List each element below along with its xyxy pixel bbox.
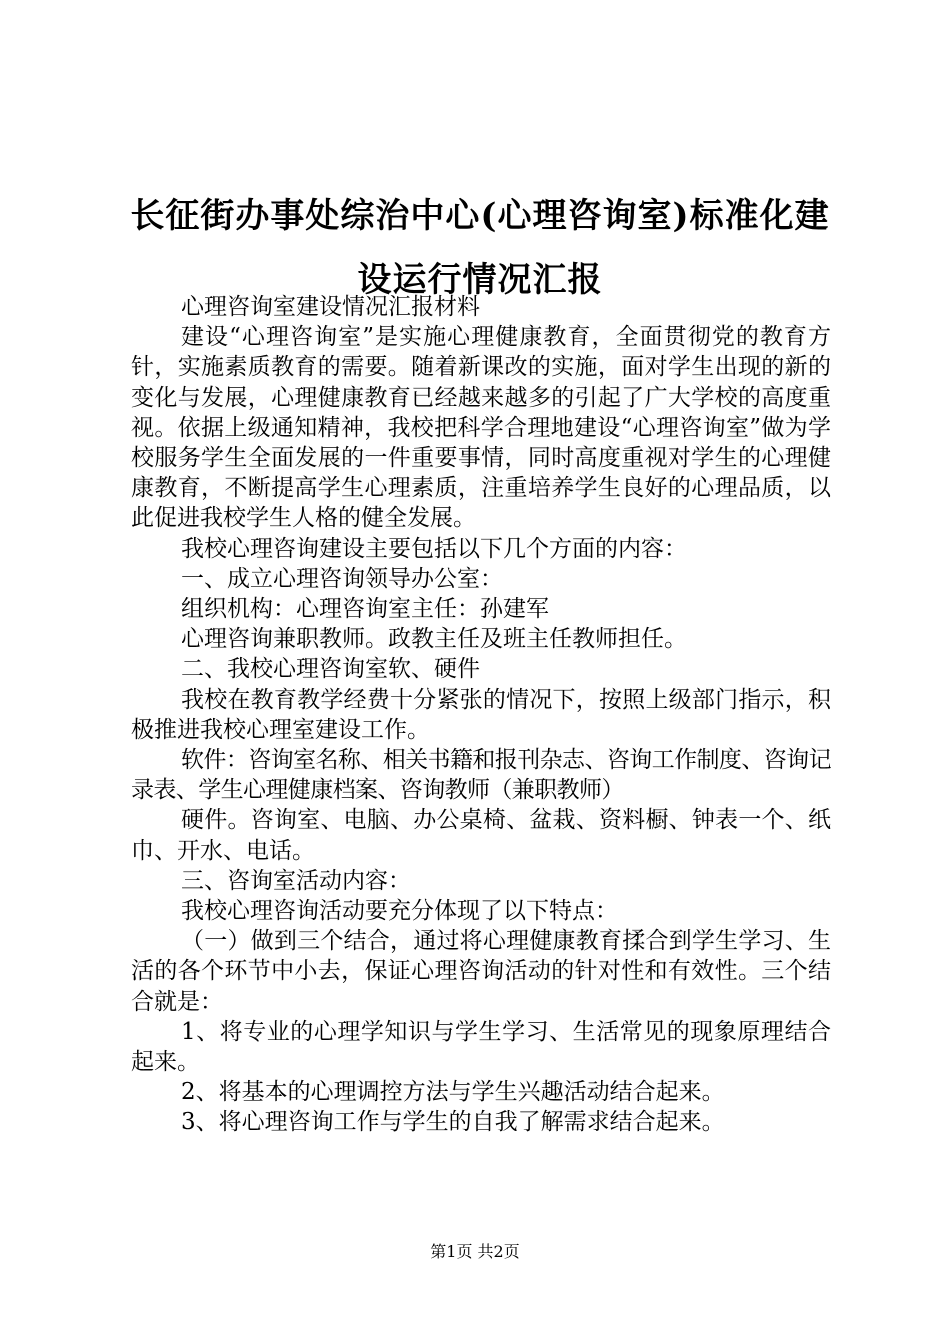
page-footer: 第1页 共2页 xyxy=(430,1242,520,1261)
paragraph: 建设“心理咨询室”是实施心理健康教育，全面贯彻党的教育方针，实施素质教育的需要。随着新课改的实施，面对学生出现的新的变化与发展，心理健康教育已经越来越多的引起了广大学校的高度重视。依据上级通知精神，我校把科学合理地建设“心理咨询室”做为学校服务学生全面发展的一件重要事情，同时高度重视对学生的心理健康教育，不断提高学生心理素质，注重培养学生良好的心理品质，以此促进我校学生人格的健全发展。 xyxy=(131,324,831,532)
paragraph: 我校心理咨询活动要充分体现了以下特点： xyxy=(181,898,618,925)
title-line-1: 长征街办事处综治中心(心理咨询室)标准化建 xyxy=(130,196,830,236)
paragraph: 1、将专业的心理学知识与学生学习、生活常见的现象原理结合起来。 xyxy=(131,1018,831,1076)
paragraph: 软件：咨询室名称、相关书籍和报刊杂志、咨询工作制度、咨询记录表、学生心理健康档案、咨询教师（兼职教师） xyxy=(131,747,831,804)
paragraph: （一）做到三个结合，通过将心理健康教育揉合到学生学习、生活的各个环节中小去，保证心理咨询活动的针对性和有效性。三个结合就是： xyxy=(131,928,831,1015)
paragraph: 二、我校心理咨询室软、硬件 xyxy=(181,656,480,683)
paragraph: 一、成立心理咨询领导办公室： xyxy=(181,565,503,592)
paragraph: 三、咨询室活动内容： xyxy=(181,867,411,894)
paragraph: 3、将心理咨询工作与学生的自我了解需求结合起来。 xyxy=(181,1109,725,1136)
paragraph: 组织机构：心理咨询室主任：孙建军 xyxy=(181,596,549,623)
paragraph: 我校在教育教学经费十分紧张的情况下，按照上级部门指示，积极推进我校心理室建设工作。 xyxy=(131,686,831,743)
paragraph: 我校心理咨询建设主要包括以下几个方面的内容： xyxy=(181,535,687,562)
title-line-2: 设运行情况汇报 xyxy=(357,260,603,300)
paragraph: 心理咨询兼职教师。政教主任及班主任教师担任。 xyxy=(181,626,687,653)
paragraph: 硬件。咨询室、电脑、办公桌椅、盆栽、资料橱、钟表一个、纸巾、开水、电话。 xyxy=(131,807,831,864)
paragraph: 心理咨询室建设情况汇报材料 xyxy=(181,294,480,320)
paragraph: 2、将基本的心理调控方法与学生兴趣活动结合起来。 xyxy=(181,1079,725,1106)
document-body xyxy=(131,292,831,1138)
